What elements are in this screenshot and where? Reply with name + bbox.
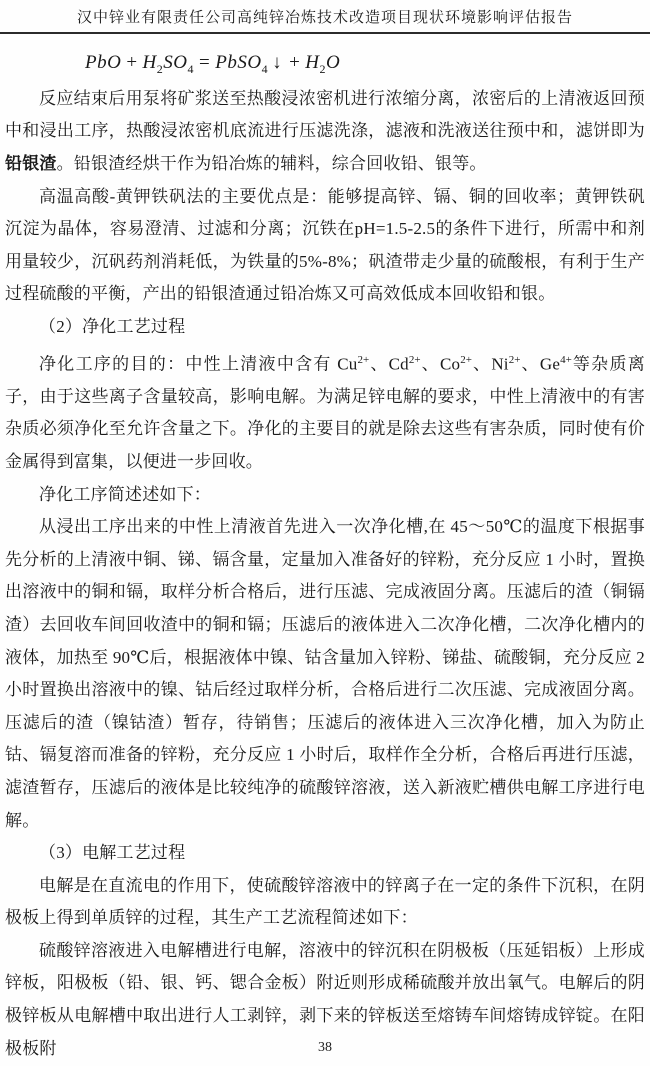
section-heading-purification: （2）净化工艺过程	[39, 316, 186, 336]
paragraph-text: 、Ge	[520, 354, 561, 374]
ion-superscript: 2+	[508, 353, 521, 366]
ion-superscript: 2+	[357, 353, 370, 366]
precipitate-down-arrow-icon: ↓	[272, 52, 283, 73]
formula-subscript: 4	[261, 61, 269, 76]
formula-plus-sign: +	[289, 52, 301, 73]
chemical-formula	[85, 52, 645, 77]
formula-term-so: SO	[163, 52, 188, 73]
paragraph-process-advantages: 高温高酸-黄钾铁矾法的主要优点是：能够提高锌、镉、铜的回收率；黄钾铁矾沉淀为晶体，容易澄清、过滤和分离；沉铁在pH=1.5-2.5的条件下进行，所需中和剂用量较少，沉矾药剂消耗低，为铁量的5%-8%；矾渣带走少量的硫酸根，有利于生产过程硫酸的平衡，产出的铅银渣通过铅冶炼又可高效低成本回收铅和银。	[5, 186, 645, 304]
page-footer	[0, 1040, 650, 1056]
page-header	[0, 6, 650, 34]
formula-term-h: H	[305, 52, 320, 73]
page-number: 38	[318, 1040, 332, 1055]
paragraph-purification-process: 从浸出工序出来的中性上清液首先进入一次净化槽,在 45～50℃的温度下根据事先分析的上清液中铜、锑、镉含量，定量加入准备好的锌粉，充分反应 1 小时，置换出溶液中的铜和镉，取样分析合格后，进行压滤、完成液固分离。压滤后的渣（铜镉渣）去回收车间回收渣中的铜和镉；压滤后的液体进入二次净化槽，二次净化槽内的液体，加热至 90℃后，根据液体中镍、钴含量加入锌粉、锑盐、硫酸铜，充分反应 2 小时置换出溶液中的镍、钴后经过取样分析，合格后进行二次压滤、完成液固分离。压滤后的渣（镍钴渣）暂存，待销售；压滤后的液体进入三次净化槽，加入为防止钴、镉复溶而准备的锌粉，充分反应 1 小时后，取样作全分析，合格后再进行压滤，滤渣暂存，压滤后的液体是比较纯净的硫酸锌溶液，送入新液贮槽供电解工序进行电解。	[5, 517, 645, 830]
formula-subscript: 4	[187, 61, 195, 76]
document-body	[5, 83, 645, 1065]
paragraph-text: 净化工序的目的：中性上清液中含有 Cu	[39, 354, 358, 374]
ion-superscript: 2+	[408, 353, 421, 366]
ion-superscript: 2+	[460, 353, 472, 366]
header-title: 汉中锌业有限责任公司高纯锌冶炼技术改造项目现状环境影响评估报告	[76, 10, 573, 26]
formula-term-o: O	[326, 52, 341, 73]
formula-term-h: H	[142, 52, 157, 73]
paragraph-electrolysis-process: 硫酸锌溶液进入电解槽进行电解，溶液中的锌沉积在阴极板（压延铝板）上形成锌板，阳极板（铅、银、钙、锶合金板）附近则形成稀硫酸并放出氧气。电解后的阴极锌板从电解槽中取出进行人工剥锌，剥下来的锌板送至熔铸车间熔铸成锌锭。在阳极板附	[5, 940, 645, 1058]
bold-term-lead-silver-slag: 铅银渣	[5, 153, 57, 173]
paragraph-electrolysis-intro: 电解是在直流电的作用下，使硫酸锌溶液中的锌离子在一定的条件下沉积，在阴极板上得到单质锌的过程，其生产工艺流程简述如下：	[5, 875, 645, 928]
formula-term-pbso: PbSO	[215, 52, 262, 73]
formula-term-pbo: PbO	[85, 52, 122, 73]
formula-plus-sign: +	[126, 52, 138, 73]
paragraph-text: 反应结束后用泵将矿浆送至热酸浸浓密机进行浓缩分离，浓密后的上清液返回预中和浸出工序，热酸浸浓密机底流进行压滤洗涤，滤液和洗液送往预中和，滤饼即为	[5, 88, 645, 141]
formula-equals-sign: =	[199, 52, 211, 73]
formula-subscript: 2	[156, 61, 164, 76]
paragraph-text: 等杂质离子，由于这些离子含量较高，影响电解。为满足锌电解的要求，中性上清液中的有害杂质必须净化至允许含量之下。净化的主要目的就是除去这些有害杂质，同时使有价金属得到富集，以便进一步回收。	[5, 354, 645, 471]
section-heading-electrolysis: （3）电解工艺过程	[39, 843, 186, 863]
paragraph-text: 、Ni	[471, 354, 509, 374]
ion-superscript: 4+	[560, 353, 572, 366]
paragraph-purification-intro: 净化工序简述述如下：	[39, 484, 211, 504]
formula-subscript: 2	[319, 61, 327, 76]
paragraph-text: 、Cd	[369, 354, 409, 374]
paragraph-purification-purpose	[5, 344, 645, 479]
paragraph-reaction-end	[5, 83, 645, 181]
paragraph-text: 、Co	[420, 354, 461, 374]
paragraph-text: 。铅银渣经烘干作为铅冶炼的辅料，综合回收铅、银等。	[56, 153, 487, 173]
